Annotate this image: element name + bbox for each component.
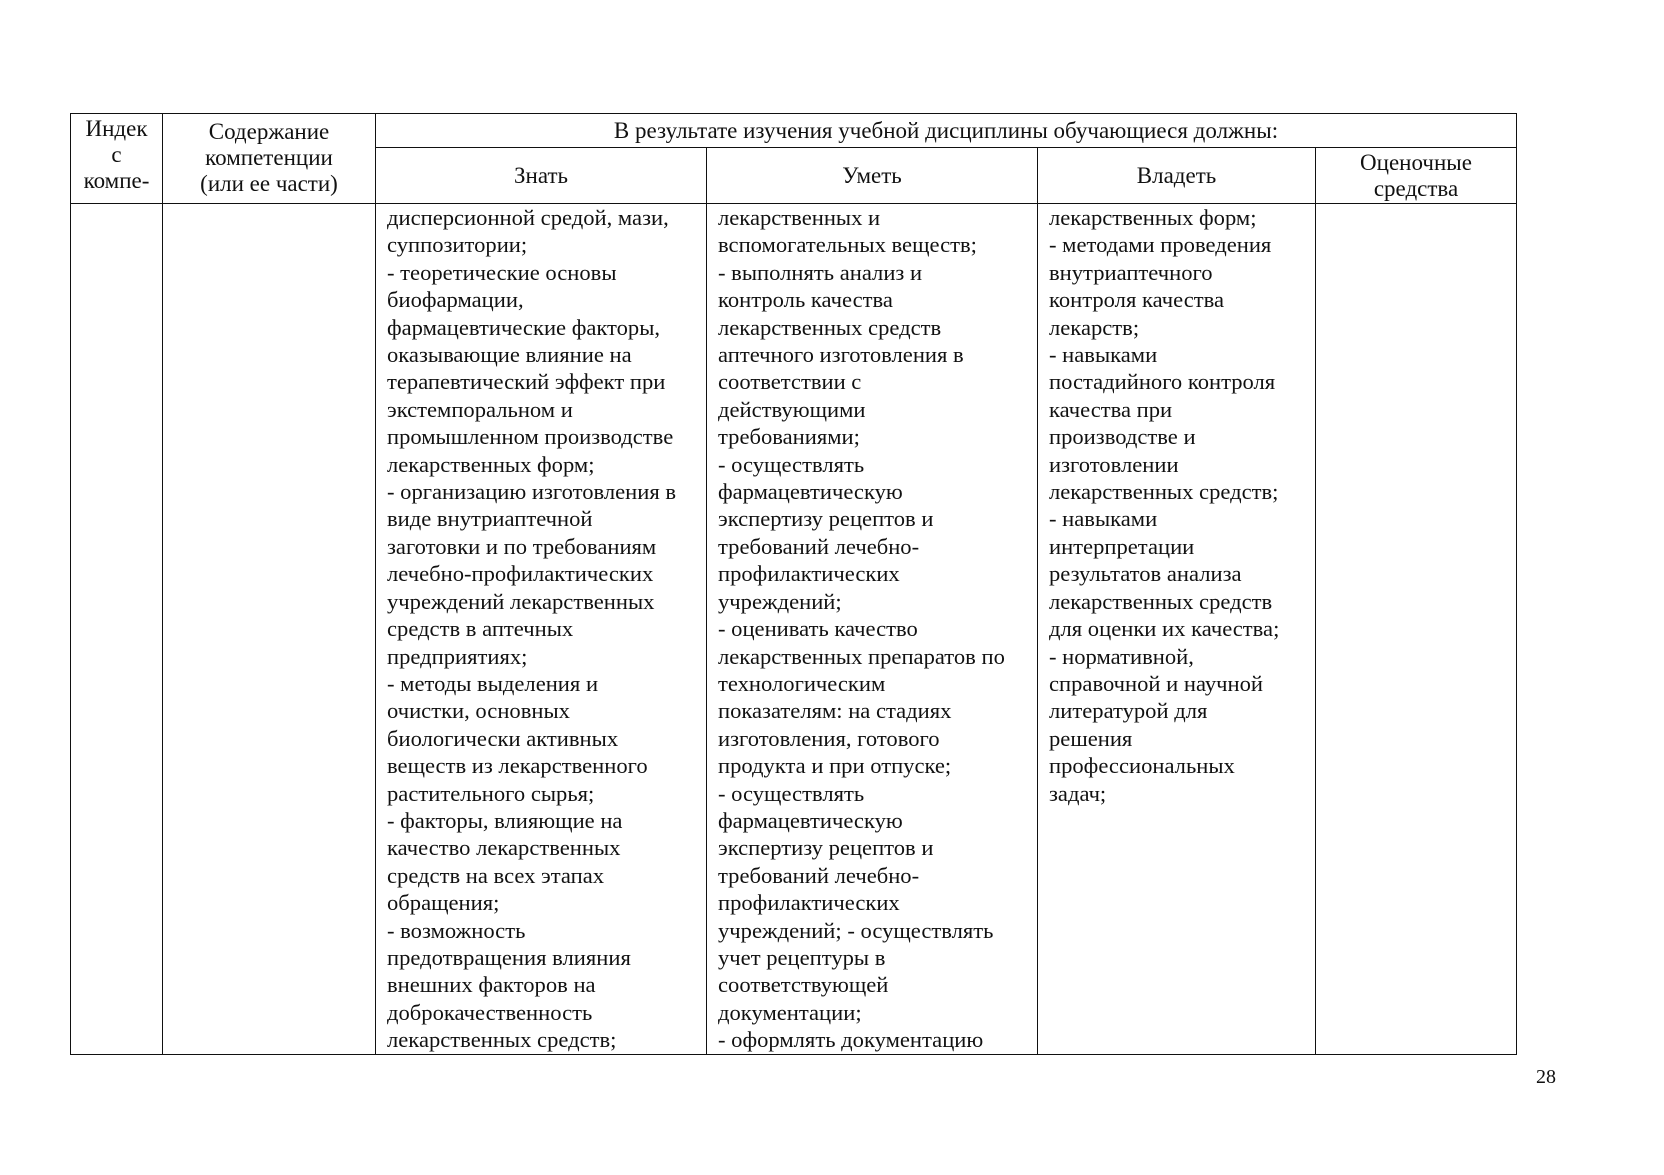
cell-text-line: фармацевтическую: [718, 479, 903, 505]
cell-text-line: фармацевтическую: [718, 807, 903, 833]
cell-text-line: экспертизу рецептов и: [718, 835, 934, 861]
cell-text-line: вспомогательных веществ;: [718, 232, 977, 258]
cell-text-line: - методами проведения: [1049, 232, 1272, 258]
header-own: Владеть: [1038, 148, 1316, 204]
cell-text-line: соответствии с: [718, 369, 862, 395]
cell-text-line: постадийного контроля: [1049, 369, 1276, 395]
header-content-line: (или ее части): [200, 171, 338, 196]
cell-text-line: доброкачественность: [387, 999, 593, 1025]
cell-text-line: лекарственных средств: [718, 314, 942, 340]
cell-content: [163, 204, 376, 1055]
cell-text-line: лекарственных средств;: [387, 1027, 617, 1053]
cell-text-line: качество лекарственных: [387, 835, 621, 861]
cell-text-line: дисперсионной средой, мази,: [387, 205, 669, 230]
cell-text-line: интерпретации: [1049, 533, 1195, 559]
cell-text-line: показателям: на стадиях: [718, 698, 952, 724]
cell-text-line: требованиями;: [718, 424, 860, 450]
cell-text-line: лекарственных форм;: [387, 451, 595, 477]
cell-text-line: аптечного изготовления в: [718, 342, 964, 368]
cell-text-line: обращения;: [387, 890, 500, 916]
cell-text-line: - навыками: [1049, 506, 1158, 532]
cell-index: [71, 204, 163, 1055]
cell-text-line: результатов анализа: [1049, 561, 1242, 587]
cell-text-line: лекарственных форм;: [1049, 205, 1257, 230]
cell-text-line: лечебно-профилактических: [387, 561, 654, 587]
cell-text-line: качества при: [1049, 396, 1173, 422]
cell-text-line: виде внутриаптечной: [387, 506, 593, 532]
header-index-line: Индек: [85, 116, 148, 141]
cell-text-line: внешних факторов на: [387, 972, 596, 998]
cell-text-line: справочной и научной: [1049, 670, 1264, 696]
cell-text-line: продукта и при отпуске;: [718, 753, 952, 779]
header-index: [71, 114, 163, 204]
header-index-line: компе-: [83, 168, 150, 193]
cell-text-line: - возможность: [387, 917, 526, 943]
cell-own: [1038, 204, 1316, 1055]
cell-text-line: фармацевтические факторы,: [387, 314, 661, 340]
cell-text-line: средств на всех этапах: [387, 862, 605, 888]
header-content-line: Содержание: [208, 119, 330, 144]
cell-text-line: - теоретические основы: [387, 259, 617, 285]
header-can: Уметь: [707, 148, 1038, 204]
header-assessment-line: средства: [1373, 175, 1459, 201]
header-assessment: [1316, 148, 1517, 204]
cell-text-line: действующими: [718, 396, 866, 422]
cell-text-line: решения: [1049, 725, 1133, 751]
cell-text-line: растительного сырья;: [387, 780, 595, 806]
cell-text-line: - выполнять анализ и: [718, 259, 923, 285]
header-assessment-line: Оценочные: [1360, 149, 1472, 175]
cell-text-line: профилактических: [718, 890, 900, 916]
cell-text-line: - организацию изготовления в: [387, 479, 677, 505]
cell-text-line: предприятиях;: [387, 643, 528, 669]
cell-text-line: лекарств;: [1049, 314, 1140, 340]
cell-text-line: учреждений; - осуществлять: [718, 917, 994, 943]
cell-text-line: документации;: [718, 999, 862, 1025]
cell-text-line: профессиональных: [1049, 753, 1235, 779]
cell-text-line: учет рецептуры в: [718, 944, 886, 970]
cell-text-line: контроля качества: [1049, 287, 1224, 313]
cell-text-line: биологически активных: [387, 725, 619, 751]
cell-text-line: лекарственных препаратов по: [718, 643, 1005, 669]
cell-text-line: для оценки их качества;: [1049, 616, 1280, 642]
header-content: [163, 114, 376, 204]
cell-text-line: суппозитории;: [387, 232, 528, 258]
header-result: В результате изучения учебной дисциплины обучающиеся должны:: [376, 114, 1517, 148]
cell-text-line: задач;: [1049, 780, 1107, 806]
cell-text-line: лекарственных и: [718, 205, 881, 230]
cell-text-line: изготовлении: [1049, 451, 1179, 477]
cell-text-line: средств в аптечных: [387, 616, 574, 642]
cell-text-line: промышленном производстве: [387, 424, 674, 450]
cell-text-line: веществ из лекарственного: [387, 753, 648, 779]
competence-table: [70, 113, 1517, 1055]
cell-text-line: оказывающие влияние на: [387, 342, 632, 368]
cell-text-line: внутриаптечного: [1049, 259, 1213, 285]
cell-text-line: - факторы, влияющие на: [387, 807, 623, 833]
cell-text-line: - навыками: [1049, 342, 1158, 368]
cell-text-line: изготовления, готового: [718, 725, 940, 751]
cell-text-line: терапевтический эффект при: [387, 369, 666, 395]
cell-text-line: - осуществлять: [718, 780, 865, 806]
cell-text-line: очистки, основных: [387, 698, 570, 724]
cell-know: [376, 204, 707, 1055]
cell-text-line: лекарственных средств: [1049, 588, 1273, 614]
cell-text-line: профилактических: [718, 561, 900, 587]
cell-text-line: производстве и: [1049, 424, 1196, 450]
header-index-line: с: [111, 142, 122, 167]
cell-text-line: - методы выделения и: [387, 670, 599, 696]
cell-text-line: биофармации,: [387, 287, 524, 313]
cell-text-line: - осуществлять: [718, 451, 865, 477]
header-know: Знать: [376, 148, 707, 204]
cell-text-line: требований лечебно-: [718, 862, 920, 888]
cell-text-line: учреждений;: [718, 588, 842, 614]
cell-text-line: учреждений лекарственных: [387, 588, 655, 614]
cell-text-line: контроль качества: [718, 287, 893, 313]
cell-assessment: [1316, 204, 1517, 1055]
cell-text-line: экспертизу рецептов и: [718, 506, 934, 532]
cell-text-line: технологическим: [718, 670, 886, 696]
cell-text-line: соответствующей: [718, 972, 889, 998]
cell-text-line: требований лечебно-: [718, 533, 920, 559]
cell-text-line: заготовки и по требованиям: [387, 533, 657, 559]
cell-text-line: предотвращения влияния: [387, 944, 631, 970]
cell-text-line: - нормативной,: [1049, 643, 1194, 669]
header-content-line: компетенции: [205, 145, 333, 170]
cell-can: [707, 204, 1038, 1055]
page-number: 28: [1536, 1066, 1556, 1088]
cell-text-line: литературой для: [1049, 698, 1208, 724]
cell-text-line: - оформлять документацию: [718, 1027, 984, 1053]
cell-text-line: лекарственных средств;: [1049, 479, 1279, 505]
cell-text-line: - оценивать качество: [718, 616, 918, 642]
cell-text-line: экстемпоральном и: [387, 396, 573, 422]
